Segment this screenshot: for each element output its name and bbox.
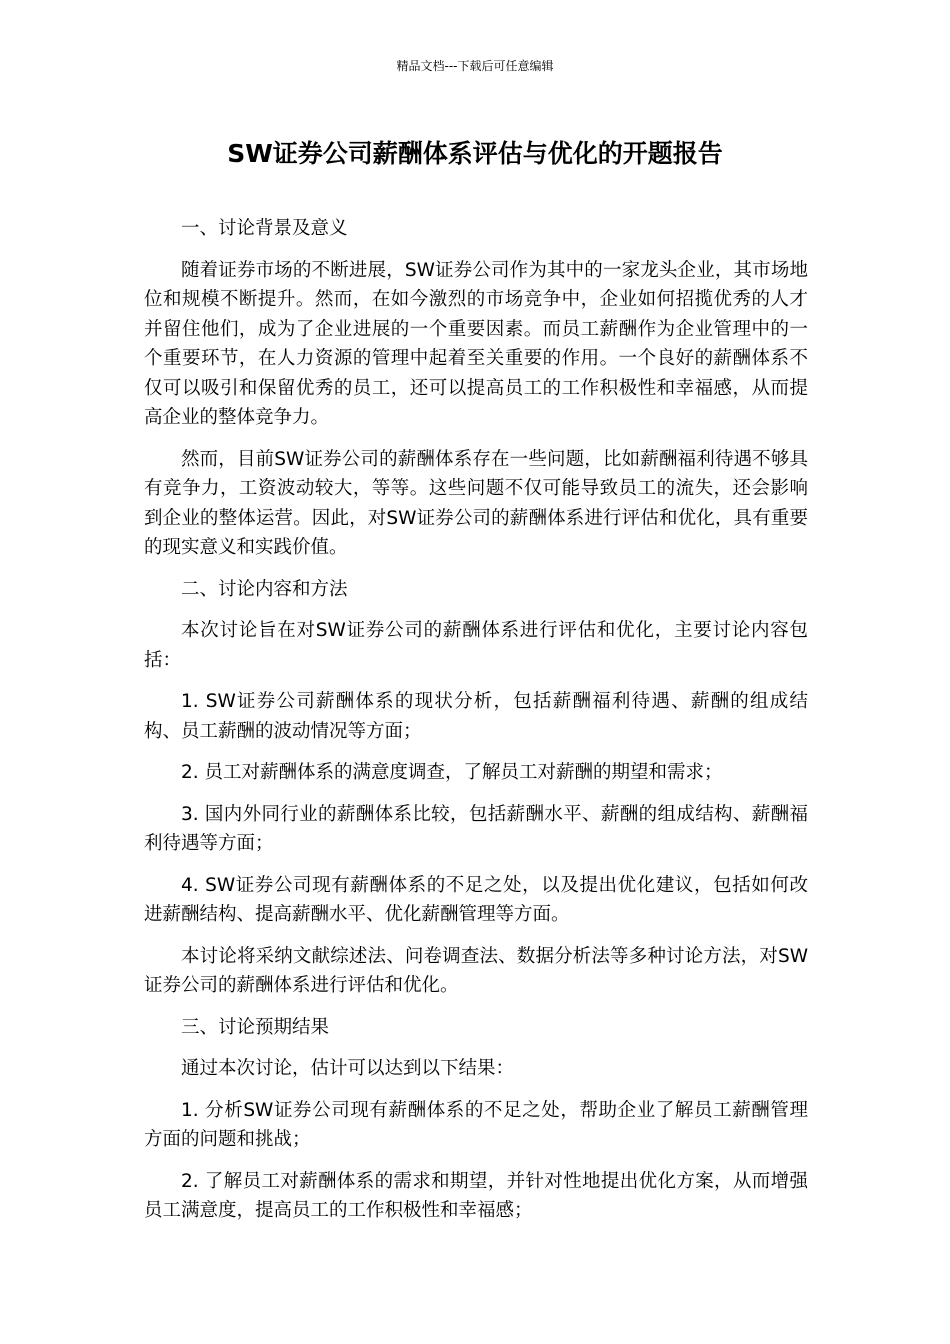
list-item-result-2: 2. 了解员工对薪酬体系的需求和期望，并针对性地提出优化方案，从而增强员工满意度，提高员工的工作积极性和幸福感；: [144, 1170, 808, 1221]
document-body: [144, 214, 808, 1238]
list-item-content-1: 1. SW证券公司薪酬体系的现状分析，包括薪酬福利待遇、薪酬的组成结构、员工薪酬的波动情况等方面；: [144, 691, 808, 742]
document-title: SW证券公司薪酬体系评估与优化的开题报告: [227, 139, 723, 168]
list-item-result-1: 1. 分析SW证券公司现有薪酬体系的不足之处，帮助企业了解员工薪酬管理方面的问题和挑战；: [144, 1099, 808, 1150]
list-item-content-3: 3. 国内外同行业的薪酬体系比较，包括薪酬水平、薪酬的组成结构、薪酬福利待遇等方面；: [144, 803, 808, 854]
paragraph-methods: 本讨论将采纳文献综述法、问卷调查法、数据分析法等多种讨论方法，对SW证券公司的薪酬体系进行评估和优化。: [144, 945, 808, 996]
section-heading-expected-results: 三、讨论预期结果: [181, 1016, 330, 1038]
page-header-note: 精品文档---下载后可任意编辑: [396, 59, 554, 73]
section-heading-content-methods: 二、讨论内容和方法: [181, 578, 348, 600]
paragraph-background-1: 随着证券市场的不断进展，SW证券公司作为其中的一家龙头企业，其市场地位和规模不断提升。然而，在如今激烈的市场竞争中，企业如何招揽优秀的人才并留住他们，成为了企业进展的一个重要因素。而员工薪酬作为企业管理中的一个重要环节，在人力资源的管理中起着至关重要的作用。一个良好的薪酬体系不仅可以吸引和保留优秀的员工，还可以提高员工的工作积极性和幸福感，从而提高企业的整体竞争力。: [144, 259, 808, 428]
section-heading-background: 一、讨论背景及意义: [181, 218, 348, 239]
paragraph-content-intro: 本次讨论旨在对SW证券公司的薪酬体系进行评估和优化，主要讨论内容包括：: [144, 620, 808, 671]
list-item-content-2: 2. 员工对薪酬体系的满意度调查，了解员工对薪酬的期望和需求；: [181, 762, 723, 783]
paragraph-results-intro: 通过本次讨论，估计可以达到以下结果：: [181, 1058, 515, 1079]
list-item-content-4: 4. SW证券公司现有薪酬体系的不足之处，以及提出优化建议，包括如何改进薪酬结构、提高薪酬水平、优化薪酬管理等方面。: [144, 874, 808, 925]
paragraph-background-2: 然而，目前SW证券公司的薪酬体系存在一些问题，比如薪酬福利待遇不够具有竞争力，工资波动较大，等等。这些问题不仅可能导致员工的流失，还会影响到企业的整体运营。因此，对SW证券公司的薪酬体系进行评估和优化，具有重要的现实意义和实践价值。: [144, 448, 808, 558]
